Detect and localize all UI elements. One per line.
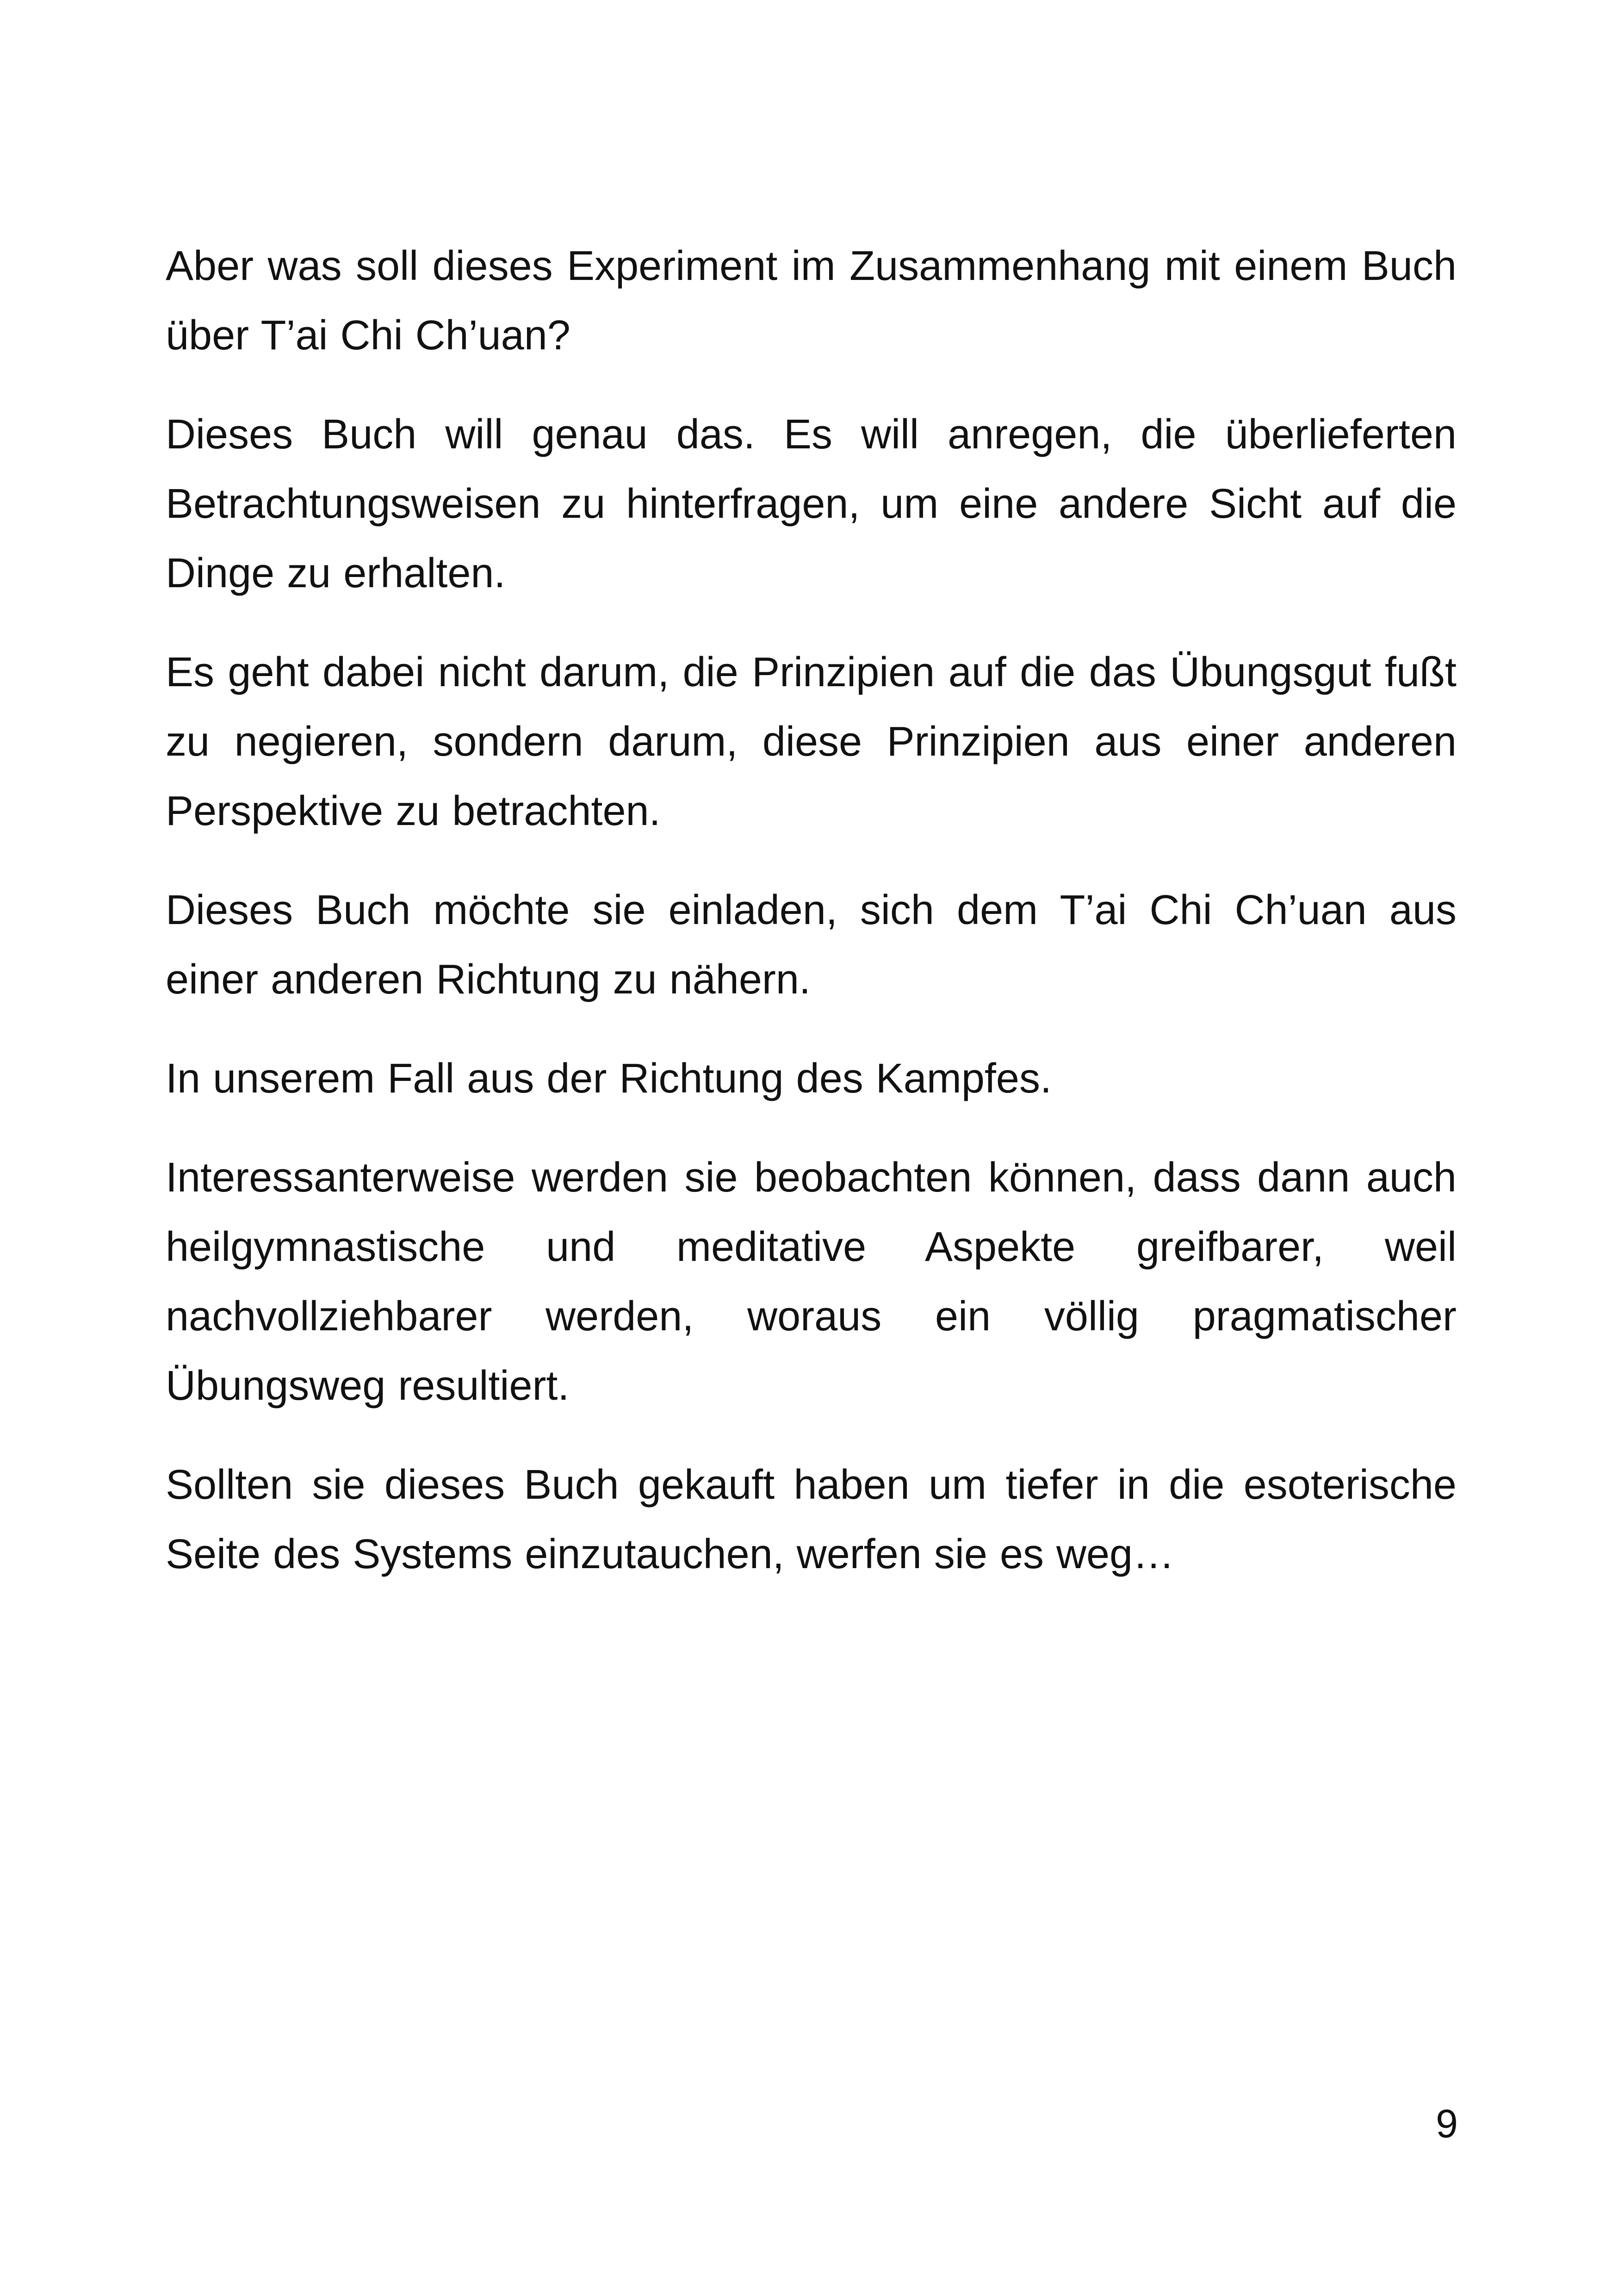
paragraph-6: Interessanterweise werden sie beobachten können, dass dann auch heilgymnastische und meditative Aspekte greifbarer, weil nachvollziehbarer werden, woraus ein völlig pragmatischer Übungsweg resultiert. [166,1154,1457,1409]
body-text [166,231,1457,1619]
paragraph-7: Sollten sie dieses Buch gekauft haben um tiefer in die esoterische Seite des Systems einzutauchen, werfen sie es weg… [166,1462,1457,1577]
paragraph-3: Es geht dabei nicht darum, die Prinzipien auf die das Übungsgut fußt zu negieren, sondern darum, diese Prinzipien aus einer anderen Perspektive zu betrachten. [166,649,1457,834]
paragraph-4: Dieses Buch möchte sie einladen, sich dem T’ai Chi Ch’uan aus einer anderen Richtung zu nähern. [166,887,1457,1003]
paragraph-5: In unserem Fall aus der Richtung des Kampfes. [166,1055,1052,1102]
paragraph-1: Aber was soll dieses Experiment im Zusammenhang mit einem Buch über T’ai Chi Ch’uan? [166,243,1457,359]
paragraph-2: Dieses Buch will genau das. Es will anregen, die überlieferten Betrachtungsweisen zu hinterfragen, um eine andere Sicht auf die Dinge zu erhalten. [166,411,1457,596]
page-number: 9 [1436,2102,1458,2146]
